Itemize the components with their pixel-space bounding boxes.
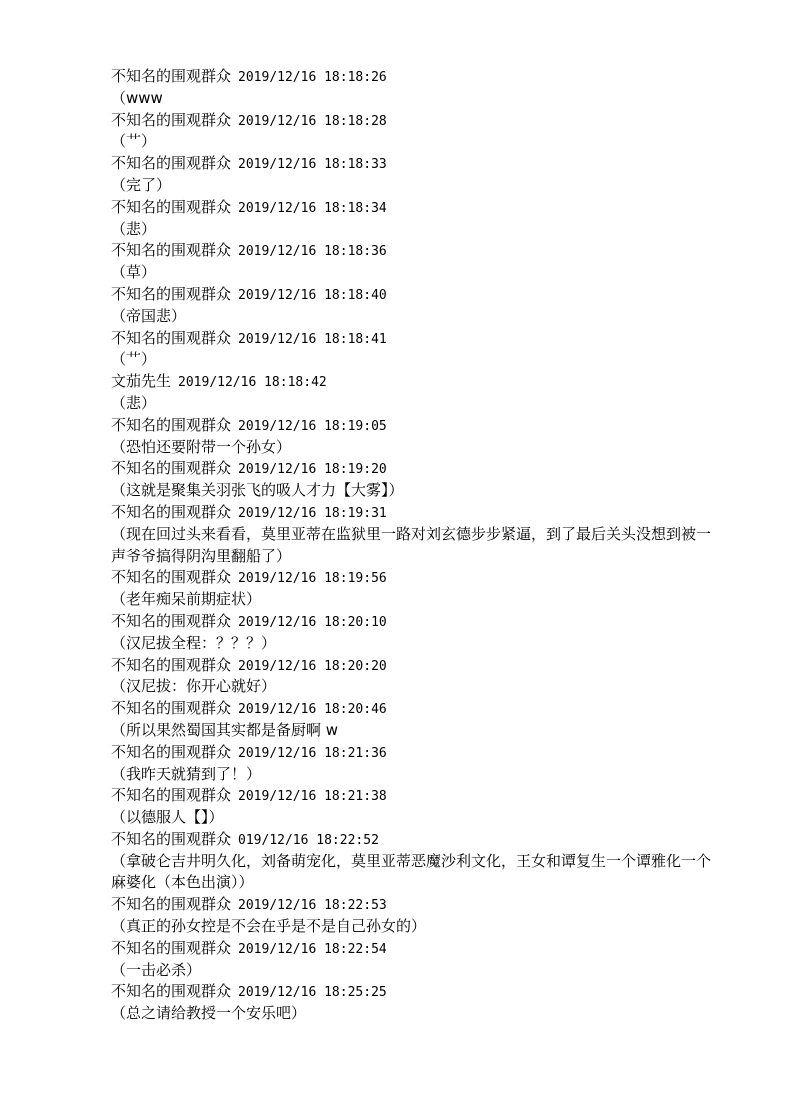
entry-header	[111, 829, 711, 851]
message-text: （www	[111, 88, 163, 107]
timestamp: 2019/12/16 18:18:33	[238, 157, 387, 173]
entry-header	[111, 567, 711, 589]
entry-header	[111, 938, 711, 960]
timestamp: 2019/12/16 18:18:40	[238, 287, 387, 303]
sender-name: 不知名的围观群众	[111, 568, 232, 587]
message-text: （所以果然蜀国其实都是备厨啊 w	[111, 720, 339, 739]
timestamp: 2019/12/16 18:18:28	[238, 113, 387, 129]
chat-entry	[111, 284, 711, 328]
timestamp: 2019/12/16 18:19:31	[238, 505, 387, 521]
entry-header	[111, 110, 711, 132]
sender-name: 不知名的围观群众	[111, 110, 232, 129]
timestamp: 2019/12/16 18:19:20	[238, 462, 387, 478]
timestamp: 2019/12/16 18:21:38	[238, 789, 387, 805]
sender-name: 不知名的围观群众	[111, 284, 232, 303]
message-text: （老年痴呆前期症状）	[111, 590, 262, 609]
chat-entry	[111, 894, 711, 938]
timestamp: 2019/12/16 18:22:53	[238, 898, 387, 914]
chat-entry	[111, 829, 711, 894]
entry-header	[111, 371, 711, 393]
chat-entry	[111, 415, 711, 459]
message-text: （悲）	[111, 219, 157, 238]
timestamp: 2019/12/16 18:21:36	[238, 745, 387, 761]
chat-entry	[111, 110, 711, 154]
timestamp: 2019/12/16 18:25:25	[238, 985, 387, 1001]
entry-header	[111, 742, 711, 764]
chat-entry	[111, 458, 711, 502]
chat-entry	[111, 371, 711, 415]
message-text: （帝国悲）	[111, 306, 187, 325]
sender-name: 不知名的围观群众	[111, 938, 232, 957]
chat-entry	[111, 981, 711, 1025]
entry-header	[111, 611, 711, 633]
timestamp: 2019/12/16 18:18:42	[178, 375, 327, 391]
message-text: （真正的孙女控是不会在乎是不是自己孙女的）	[111, 917, 427, 936]
sender-name: 不知名的围观群众	[111, 197, 232, 216]
message-text: （以德服人【】）	[111, 808, 224, 827]
message-text: （我昨天就猜到了！）	[111, 764, 262, 783]
entry-header	[111, 197, 711, 219]
entry-header	[111, 240, 711, 262]
sender-name: 不知名的围观群众	[111, 742, 232, 761]
entry-header	[111, 981, 711, 1003]
timestamp: 2019/12/16 18:20:46	[238, 702, 387, 718]
sender-name: 不知名的围观群众	[111, 459, 232, 478]
timestamp: 2019/12/16 18:19:05	[238, 418, 387, 434]
sender-name: 不知名的围观群众	[111, 611, 232, 630]
sender-name: 不知名的围观群众	[111, 786, 232, 805]
timestamp: 2019/12/16 18:20:10	[238, 614, 387, 630]
chat-entry	[111, 153, 711, 197]
sender-name: 不知名的围观群众	[111, 328, 232, 347]
sender-name: 不知名的围观群众	[111, 415, 232, 434]
chat-entry	[111, 197, 711, 241]
entry-header	[111, 458, 711, 480]
entry-header	[111, 66, 711, 88]
message-text: （完了）	[111, 175, 172, 194]
message-text: （草）	[111, 263, 157, 282]
entry-header	[111, 284, 711, 306]
entry-header	[111, 655, 711, 677]
message-text: （现在回过头来看看，莫里亚蒂在监狱里一路对刘玄德步步紧逼，到了最后关头没想到被一声爷爷搞得阴沟里翻船了）	[111, 524, 712, 565]
chat-entry	[111, 742, 711, 786]
timestamp: 2019/12/16 18:19:56	[238, 571, 387, 587]
chat-entry	[111, 655, 711, 699]
timestamp: 2019/12/16 18:22:54	[238, 941, 387, 957]
sender-name: 不知名的围观群众	[111, 699, 232, 718]
chat-entry	[111, 785, 711, 829]
message-text: （艹）	[111, 132, 157, 151]
chat-entry	[111, 502, 711, 567]
sender-name: 不知名的围观群众	[111, 655, 232, 674]
entry-header	[111, 153, 711, 175]
message-text: （这就是聚集关羽张飞的吸人才力【大雾】）	[111, 481, 404, 500]
timestamp: 2019/12/16 18:18:34	[238, 200, 387, 216]
sender-name: 不知名的围观群众	[111, 895, 232, 914]
timestamp: 2019/12/16 18:18:26	[238, 70, 387, 85]
chat-entry	[111, 567, 711, 611]
entry-header	[111, 894, 711, 916]
chat-entry	[111, 938, 711, 982]
chat-entry	[111, 66, 711, 110]
timestamp: 2019/12/16 18:18:41	[238, 331, 387, 347]
chat-entry	[111, 611, 711, 655]
timestamp: 2019/12/16 18:20:20	[238, 658, 387, 674]
message-text: （汉尼拔：你开心就好）	[111, 677, 277, 696]
sender-name: 不知名的围观群众	[111, 67, 232, 85]
entry-header	[111, 785, 711, 807]
message-text: （总之请给教授一个安乐吧）	[111, 1004, 307, 1023]
message-text: （汉尼拔全程：？？？）	[111, 633, 277, 652]
message-text: （拿破仑吉井明久化，刘备萌宠化，莫里亚蒂恶魔沙利文化，王女和谭复生一个谭雅化一个麻婆化（本色出演））	[111, 851, 712, 892]
sender-name: 不知名的围观群众	[111, 982, 232, 1001]
message-text: （恐怕还要附带一个孙女）	[111, 437, 292, 456]
sender-name: 不知名的围观群众	[111, 502, 232, 521]
timestamp: 019/12/16 18:22:52	[238, 832, 379, 848]
chat-entry	[111, 240, 711, 284]
message-text: （艹）	[111, 350, 157, 369]
entry-header	[111, 502, 711, 524]
sender-name: 文茄先生	[111, 372, 172, 391]
sender-name: 不知名的围观群众	[111, 829, 232, 848]
chat-entry	[111, 698, 711, 742]
timestamp: 2019/12/16 18:18:36	[238, 244, 387, 260]
chat-entry	[111, 328, 711, 372]
entry-header	[111, 415, 711, 437]
sender-name: 不知名的围观群众	[111, 241, 232, 260]
message-text: （一击必杀）	[111, 960, 202, 979]
message-text: （悲）	[111, 393, 157, 412]
sender-name: 不知名的围观群众	[111, 154, 232, 173]
entry-header	[111, 328, 711, 350]
entry-header	[111, 698, 711, 720]
chat-log	[111, 66, 711, 1025]
